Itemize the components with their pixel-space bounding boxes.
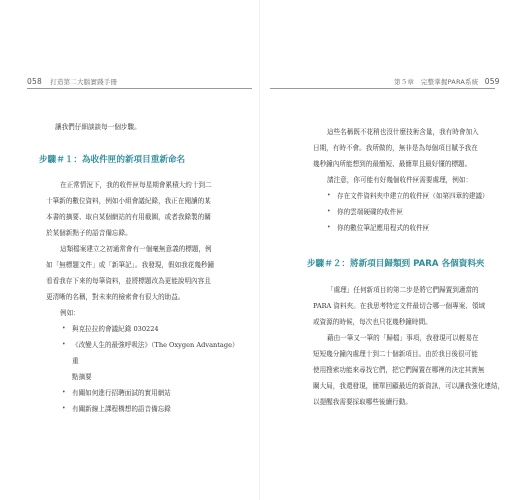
bullet-icon: • xyxy=(327,208,331,215)
step1-heading: 步驟＃１：為收件匣的新項目重新命名 xyxy=(39,155,186,165)
list-item: • 有關如何進行招聘面試的實用網站 xyxy=(62,385,242,401)
rp3-line: 「處理」任何新項目的第二步是將它們歸置到適當的 xyxy=(327,286,479,294)
list-item: • 你的雲端硬碟的收件匣 xyxy=(327,204,513,220)
p2-line: 這類檔案建立之初通常會有一個毫無意義的標題，例 xyxy=(60,245,212,253)
p1-line: 十筆新的數位資料，例如小組會議紀錄，我正在閱讀的某 xyxy=(46,197,211,205)
left-paragraph-2 xyxy=(46,241,242,305)
left-paragraph-1 xyxy=(46,177,242,241)
p2-line: 如「無標題文件」或「新筆記」。我發現，假如我花幾秒鐘 xyxy=(46,261,215,269)
bullet-icon: • xyxy=(327,224,331,231)
bullet-icon: • xyxy=(62,325,66,332)
right-paragraph-4 xyxy=(313,330,513,410)
rp3-line: PARA 資料夾。在我思考特定文件最切合哪一個專案、領域 xyxy=(313,302,486,310)
example-label: 例如： xyxy=(60,309,80,317)
right-paragraph-1 xyxy=(313,124,513,172)
p1-line: 在正常情況下，我的收件匣每星期會累積大約十到二 xyxy=(60,181,212,189)
left-running-title: 打造第二大腦實踐手冊 xyxy=(50,78,118,86)
rp4-line: 藉由一筆又一筆的「歸檔」事項，我發現可以輕易在 xyxy=(327,334,479,342)
p2-line: 更清晰的名稱，對未來的檢索會有很大的助益。 xyxy=(46,293,185,301)
list-item: • 存在文件資料夾中建立的收件匣（如第四章的建議） xyxy=(327,188,513,204)
left-header-rule xyxy=(27,88,252,89)
bullet-icon: • xyxy=(62,341,66,348)
rp1-line: 日期，有時不會。我所做的，無非是為每個項目賦予我在 xyxy=(313,144,478,152)
rp4-line: 使用搜索功能來尋找它們，把它們歸置在哪裡的決定其實無 xyxy=(313,366,485,374)
right-paragraph-2: 請注意，你可能有好幾個收件匣需要處理，例如： xyxy=(327,176,473,184)
rp4-line: 關大局，我還發現，簡單回顧最近的新資訊，可以讓我強化連結， xyxy=(313,382,505,390)
bullet-icon: • xyxy=(62,405,66,412)
bullet-icon: • xyxy=(327,192,331,199)
example-list xyxy=(62,321,242,417)
rp4-line: 短短幾分鐘內處理十到二十個新項目。由於我日後很可能 xyxy=(313,350,478,358)
rp1-line: 幾秒鐘內所能想到的最簡短、最簡單且最好懂的標題。 xyxy=(313,160,472,168)
right-header-rule xyxy=(270,88,495,89)
inbox-list xyxy=(327,188,513,236)
right-page-header xyxy=(394,77,500,86)
right-running-title: 第５章 完整掌握PARA系統 xyxy=(394,78,479,86)
left-page-header xyxy=(27,77,117,86)
right-page xyxy=(260,0,520,500)
left-page-number: 058 xyxy=(27,77,42,86)
intro-paragraph: 讓我們仔細談談每一個步驟。 xyxy=(55,123,141,131)
list-item: • 《改變人生的最強呼吸法》（The Oxygen Advantage）重 點摘要 xyxy=(62,337,242,385)
list-item: • 與克拉拉的會議紀錄 030224 xyxy=(62,321,242,337)
p1-line: 本書的摘要、取自某個網站的有用截圖，或者我錄製的關 xyxy=(46,213,211,221)
bullet-icon: • xyxy=(62,389,66,396)
p2-line: 看看我存下來的每筆資料，並將標題改為更能說明內容且 xyxy=(46,277,211,285)
list-item: • 有關新線上課程構想的語音備忘錄 xyxy=(62,401,242,417)
rp1-line: 這些名稱既不花稍也沒什麼技術含量，我有時會加入 xyxy=(327,128,479,136)
rp4-line: 以提醒我需要採取哪些後續行動。 xyxy=(313,398,412,406)
right-page-number: 059 xyxy=(484,77,500,86)
list-item: • 你的數位筆記應用程式的收件匣 xyxy=(327,220,513,236)
right-paragraph-3 xyxy=(313,282,513,330)
rp3-line: 或資源的時候，每次也只花幾秒鐘時間。 xyxy=(313,318,432,326)
p1-line: 於某個新點子的語音備忘錄。 xyxy=(46,229,132,237)
step2-heading: 步驟＃２：將新項目歸類到 PARA 各個資料夾 xyxy=(307,259,485,269)
